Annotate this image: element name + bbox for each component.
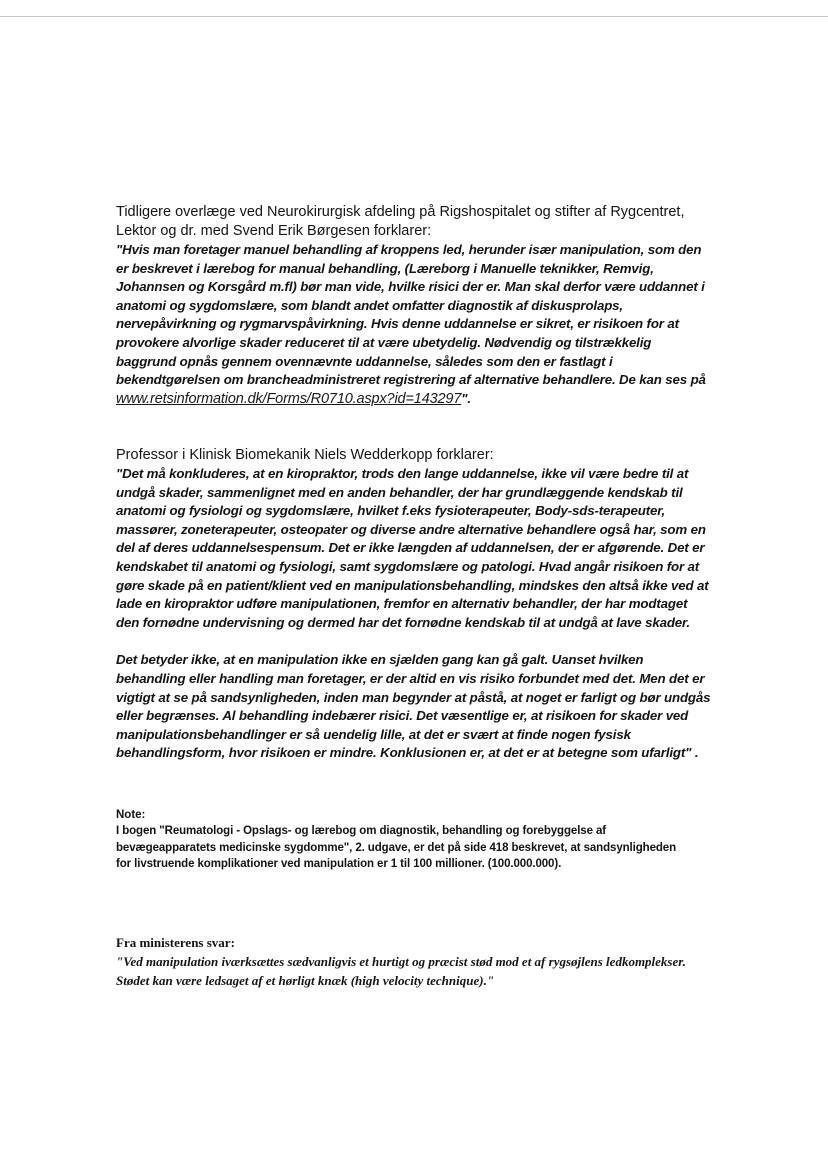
minister-section [116,934,686,990]
minister-quote: "Ved manipulation iværksættes sædvanligvis et hurtigt og præcist stød mod et af rygsøjlens ledkomplekser. Stødet kan være ledsaget af et hørligt knæk (high velocity technique)." [116,954,686,988]
top-scan-edge-line [0,16,828,17]
section-borgesen [116,203,714,408]
borgesen-quote-text: "Hvis man foretager manuel behandling af kroppens led, herunder især manipulation, som den er beskrevet i lærebog for manual behandling, (Læreborg i Manuelle teknikker, Remvig, Johannsen og Korsgård m.fl) bør man vide, hvilke risici der er. Man skal derfor være uddannet i anatomi og sygdomslære, som blandt andet omfatter diagnostik af diskusprolaps, nervepåvirkning og rygmarvspåvirkning. Hvis denne uddannelse er sikret, er risikoen for at provokere alvorlige skader reduceret til at være ubetydelig. Nødvendig og tilstrækkelig baggrund opnås gennem ovennævnte uddannelse, således som den er fastlagt i bekendtgørelsen om brancheadministreret registrering af alternative behandlere. De kan ses på [116,242,706,388]
note-text: I bogen "Reumatologi - Opslags- og lærebog om diagnostik, behandling og forebyggelse af bevægeapparatets medicinske sygdomme", 2. udgave, er det på side 418 beskrevet, at sandsynligheden for livstruende komplikationer ved manipulation er 1 til 100 millioner. (100.000.000). [116,825,677,870]
borgesen-quote-end: ". [461,390,471,406]
wedderkopp-quote-paragraph-1: "Det må konkluderes, at en kiropraktor, trods den lange uddannelse, ikke vil være bedre til at undgå skader, sammenlignet med en anden behandler, der har grundlæggende kendskab til anatomi og fysiologi og sygdomslære, hvilket f.eks fysioterapeuter, Body-sds-terapeuter, massører, zoneterapeuter, osteopater og diverse andre alternative behandlere også har, som en del af deres uddannelsespensum. Det er ikke længden af uddannelsen, der er afgørende. Det er kendskabet til anatomi og fysiologi, samt sygdomslære og patologi. Hvad angår risikoen for at gøre skade på en patient/klient ved en manipulationsbehandling, mindskes den altså ikke ved at lade en kiropraktor udføre manipulationen, fremfor en alternativ behandler, der har modtaget den fornødne undervisning og dermed har det fornødne kendskab til at undgå at lave skader. [116,466,709,630]
wedderkopp-heading: Professor i Klinisk Biomekanik Niels Wedderkopp forklarer: [116,447,494,463]
borgesen-quote [116,241,714,408]
wedderkopp-quote-paragraph-2: Det betyder ikke, at en manipulation ikke en sjælden gang kan gå galt. Uanset hvilken behandling eller handling man foretager, er der altid en vis risiko forbundet med det. Men det er vigtigt at se på sandsynligheden, inden man begynder at påstå, at noget er farligt og bør undgås eller begrænses. Al behandling indebærer risici. Det væsentlige er, at risikoen for skader ved manipulationsbehandlinger er så uendelig lille, at det er svært at finde nogen fysisk behandlingsform, hvor risikoen er mindre. Konklusionen er, at det er at betegne som ufarligt" . [116,652,711,761]
note-label: Note: [116,809,146,821]
retsinformation-link[interactable]: www.retsinformation.dk/Forms/R0710.aspx?id=143297 [116,390,462,407]
section-wedderkopp [116,446,714,763]
borgesen-heading: Tidligere overlæge ved Neurokirurgisk afdeling på Rigshospitalet og stifter af Rygcentret, Lektor og dr. med Svend Erik Børgesen forklarer: [116,204,685,239]
note-section [116,807,688,873]
minister-label: Fra ministerens svar: [116,935,235,950]
